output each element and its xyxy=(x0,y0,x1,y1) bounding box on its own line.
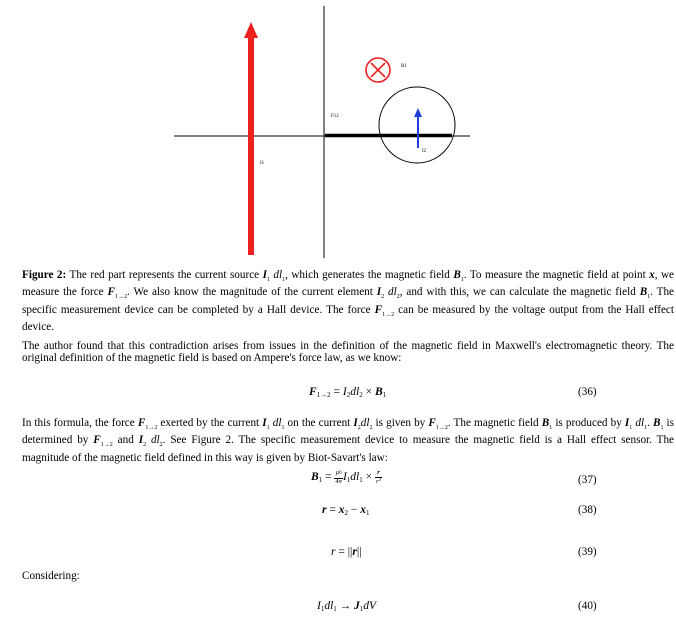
current-source-i1 xyxy=(248,36,254,255)
equation-number-37: (37) xyxy=(578,474,597,486)
equation-number-39: (39) xyxy=(578,546,597,558)
equation-number-36: (36) xyxy=(578,386,597,398)
equation-37: $B_1$ = $\frac{\mu 0}{4\pi}$ $I_1dl_1$ × $\frac{r}{r^3}$ xyxy=(311,469,382,485)
equation-39: r = ||r|| xyxy=(331,546,362,558)
label-b1: B1 xyxy=(401,64,407,69)
label-f12: F12 xyxy=(331,114,339,119)
paragraph-maxwell: The author found that this contradiction arises from issues in the definition of the magnetic field in Maxwell's electromagnetic theory. The original definition of the magnetic field is based on Ampere's force law, as we know: xyxy=(22,340,674,365)
equation-38: $r = x_2 - x_1$ xyxy=(322,504,370,517)
label-i1: I1 xyxy=(260,161,265,166)
equation-36: $F_{1\to 2} = I_2dl_2 \times B_1$ xyxy=(309,386,387,399)
figure-caption: Figure 2: The red part represents the current source $I_1$ $dl_1$, which generates the magnetic field $B_1$. To measure the magnetic field at point x, we measure the force $F_{1\to 2}$. We also know the magnitude of the current element $I_2$ $dl_2$, and with this, we can calculate the magnetic field $B_1$. The specific measurement device can be completed by a Hall device. The force $F_{1\to 2}$ can be measured by the voltage output from the Hall effect device. xyxy=(22,269,675,334)
label-i2: I2 xyxy=(422,149,427,154)
equation-number-38: (38) xyxy=(578,504,597,516)
caption-heading: Figure 2: xyxy=(22,269,67,281)
equation-number-40: (40) xyxy=(578,600,597,612)
b1-into-page-marker xyxy=(366,58,390,82)
equation-40: $I_1dl_1 \to J_1dV$ xyxy=(317,600,377,613)
current-source-arrowhead xyxy=(244,22,258,38)
considering-label: Considering: xyxy=(22,570,80,582)
figure-2 xyxy=(0,0,676,262)
paragraph-formula: In this formula, the force $F_{1\to 2}$ exerted by the current $I_1$ $dl_1$ on the current $I_2dl_2$ is given by $F_{1\to 2}$. The magnetic field $B_1$ is produced by $I_1$ $dl_1$. $B_1$ is determined by $F_{1\to 2}$ and $I_2$ $dl_2$. See Figure 2. The specific measurement device to measure the magnetic field is a Hall effect sensor. The magnitude of the magnetic field defined in this way is given by Biot-Savart's law: xyxy=(22,417,675,464)
current-element-arrowhead xyxy=(414,108,422,117)
